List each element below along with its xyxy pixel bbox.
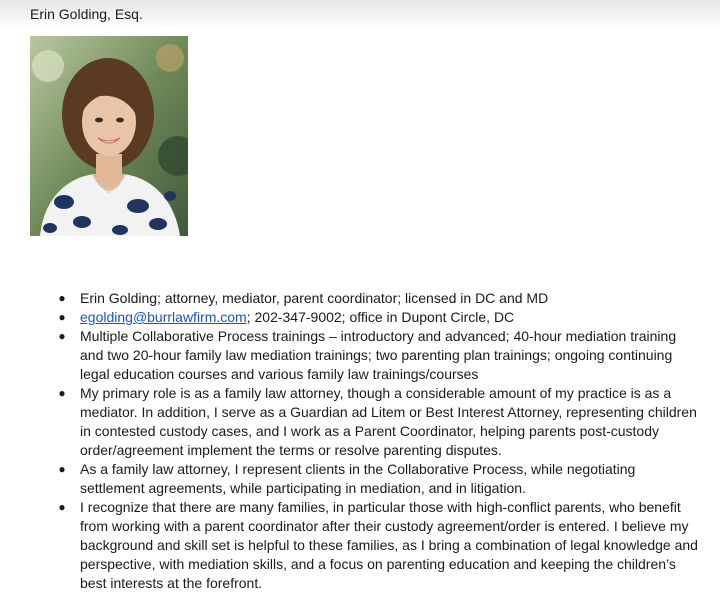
bullet-text: I recognize that there are many families, in particular those with high-conflict parents, who benefit from working with a parent coordinator after their custody agreement/order is entered. I believe my background and skill set is helpful to these families, as I bring a combination of legal knowledge and perspective, with mediation skills, and a focus on parenting education and keeping the children’s best interests at the forefront. [80, 499, 698, 591]
list-item [0, 460, 720, 498]
page-title: Erin Golding, Esq. [30, 6, 143, 22]
list-item [0, 327, 720, 384]
profile-photo [30, 36, 188, 236]
list-item [0, 308, 720, 327]
list-item [0, 498, 720, 593]
bullet-text: My primary role is as a family law attorney, though a considerable amount of my practice is as a mediator. In addition, I serve as a Guardian ad Litem or Best Interest Attorney, representing children in contested custody cases, and I work as a Parent Coordinator, helping parents post-custody order/agreement implement the terms or resolve parenting disputes. [80, 385, 697, 458]
portrait-photo-icon [30, 36, 188, 236]
bullet-icon: ● [58, 329, 66, 343]
bullet-text: As a family law attorney, I represent clients in the Collaborative Process, while negotiating settlement agreements, while participating in mediation, and in litigation. [80, 461, 636, 496]
bullet-text: Erin Golding; attorney, mediator, parent coordinator; licensed in DC and MD [80, 290, 549, 306]
bullet-icon: ● [58, 500, 66, 514]
email-link[interactable]: egolding@burrlawfirm.com [80, 309, 247, 325]
bio-list [0, 289, 720, 593]
bullet-icon: ● [58, 462, 66, 476]
bullet-icon: ● [58, 291, 66, 305]
bullet-text: ; 202-347-9002; office in Dupont Circle, DC [246, 309, 515, 325]
bullet-icon: ● [58, 310, 66, 324]
list-item [0, 289, 720, 308]
bullet-text: Multiple Collaborative Process trainings – introductory and advanced; 40-hour mediation training and two 20-hour family law mediation trainings; two parenting plan trainings; ongoing continuing legal education courses and various family law trainings/courses [80, 328, 677, 382]
bullet-icon: ● [58, 386, 66, 400]
list-item [0, 384, 720, 460]
